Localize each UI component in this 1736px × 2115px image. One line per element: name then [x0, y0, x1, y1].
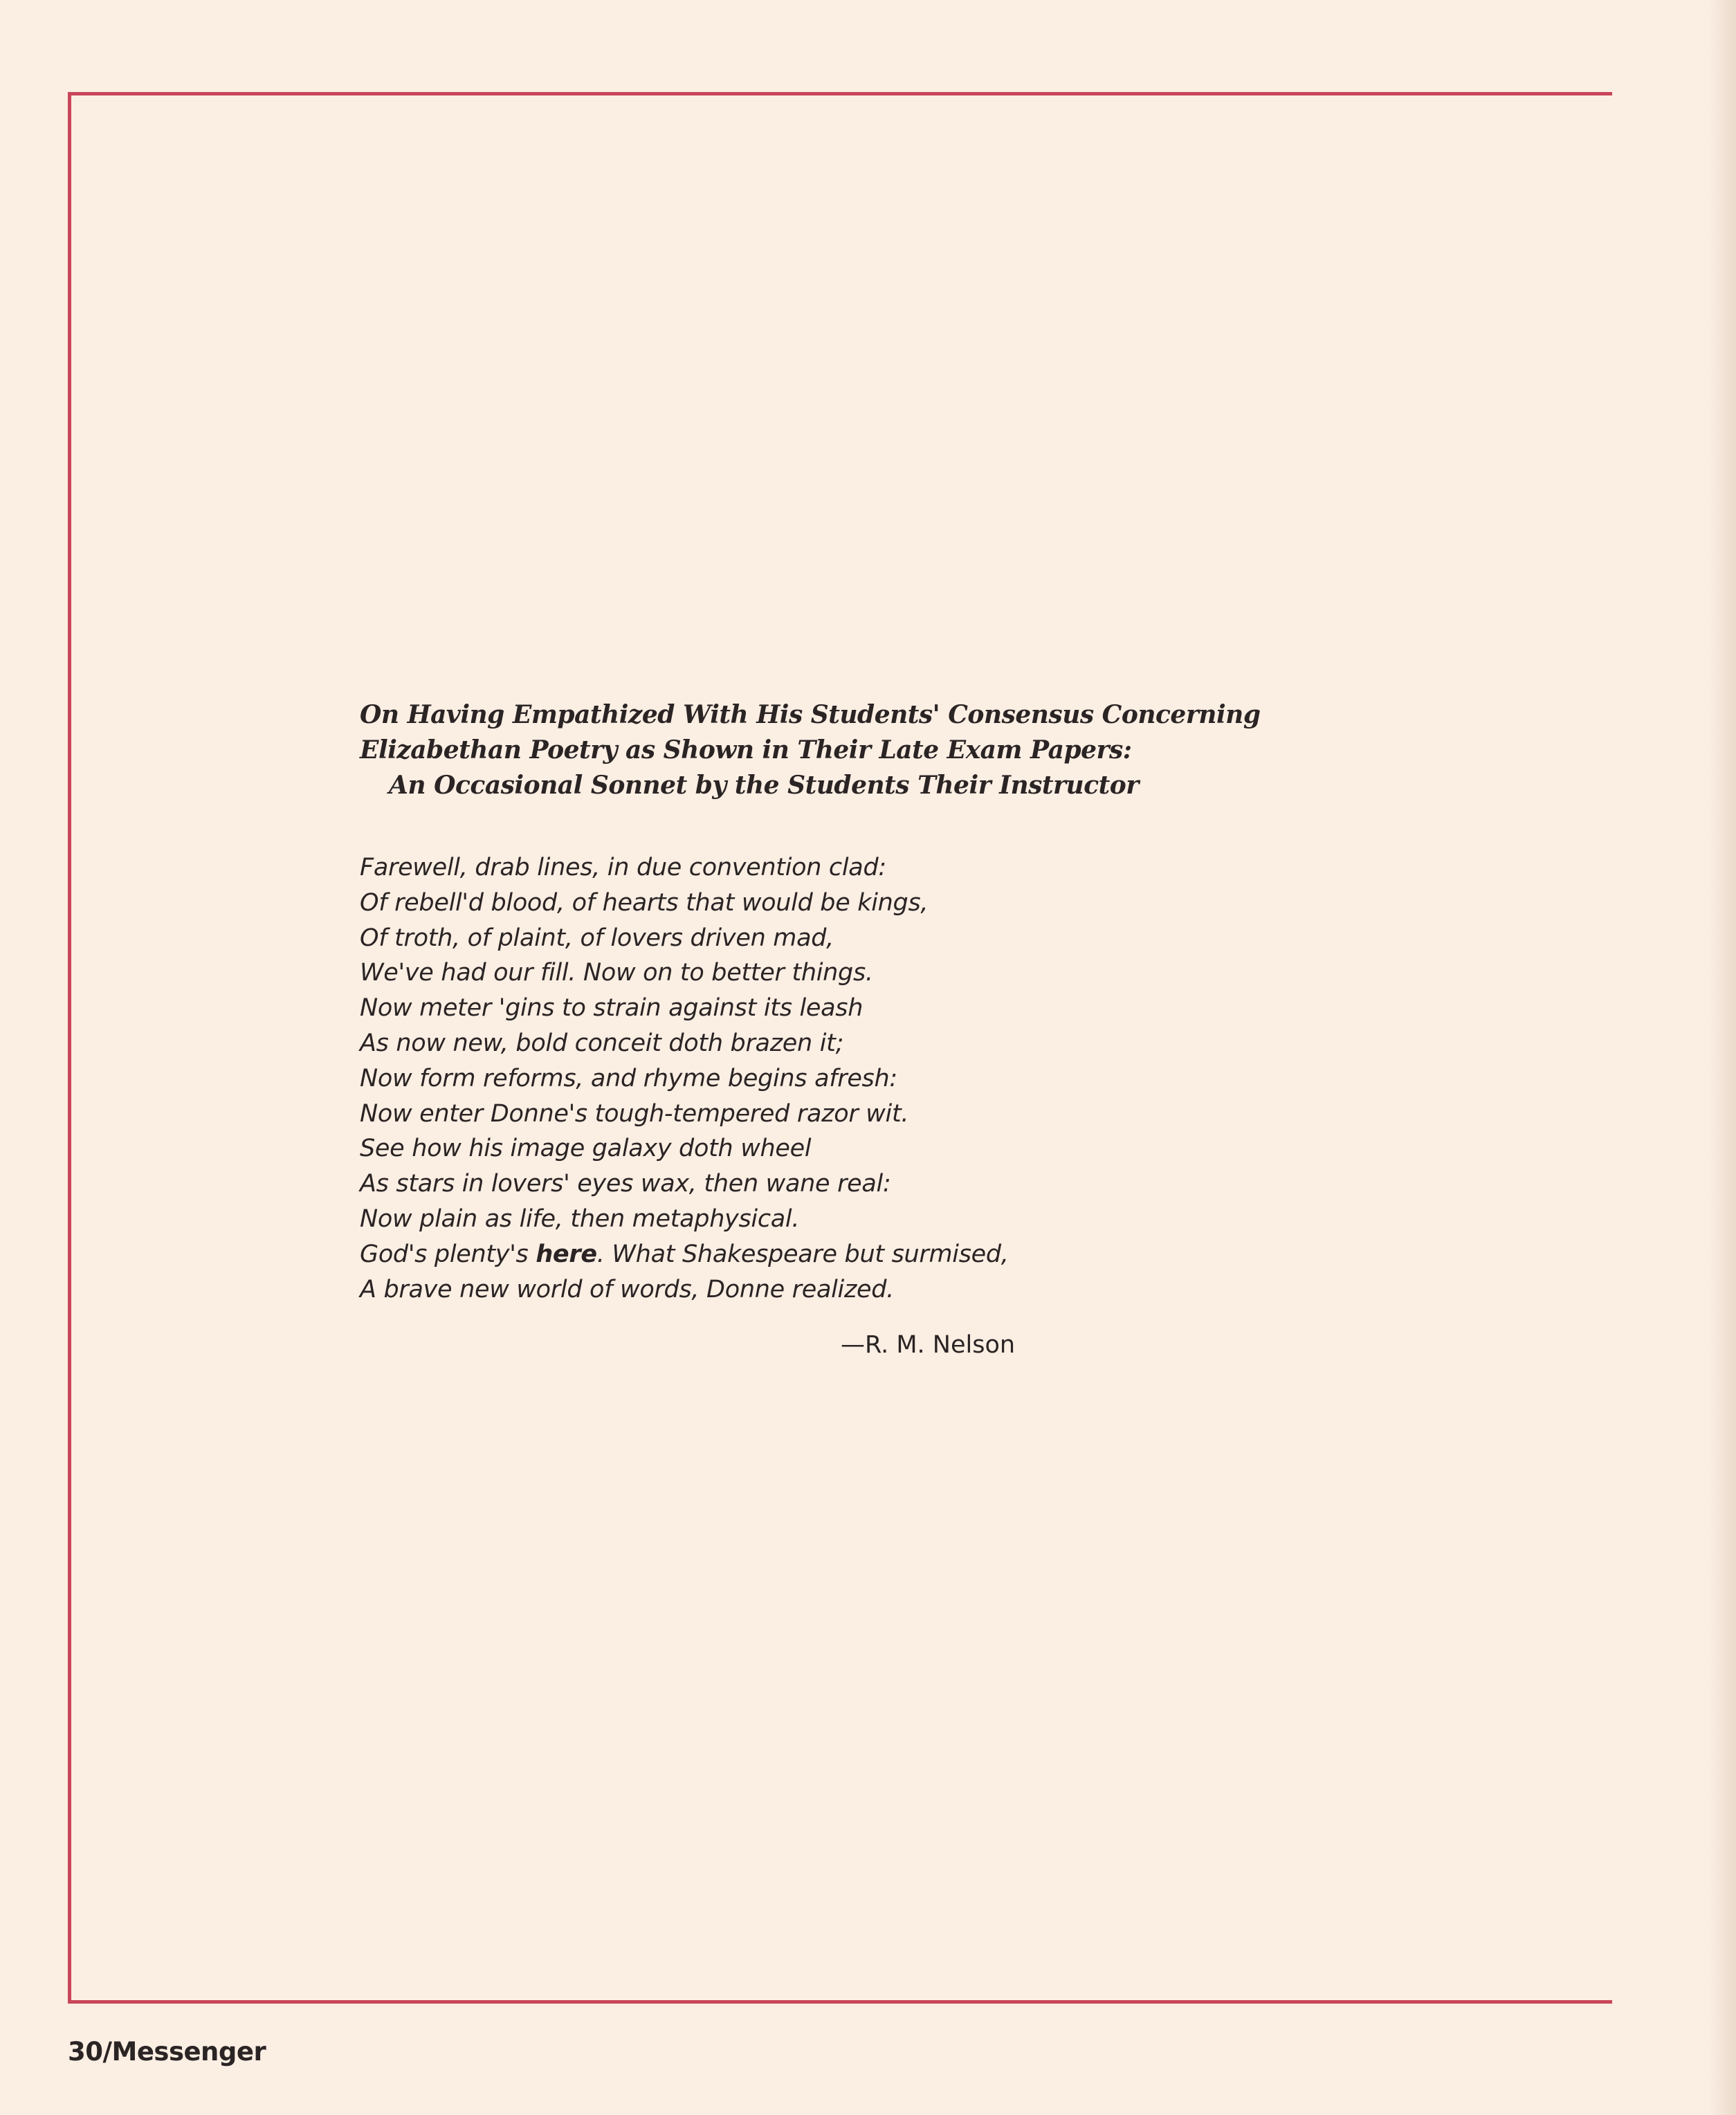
poem-title-line: On Having Empathized With His Students' Consensus Concerning — [360, 700, 1261, 729]
poem-line: See how his image galaxy doth wheel — [360, 1135, 812, 1163]
poem-attribution: —R. M. Nelson — [841, 1331, 1016, 1359]
poem-line: Of rebell'd blood, of hearts that would be kings, — [360, 888, 929, 917]
poem-line: Now plain as life, then metaphysical. — [360, 1205, 800, 1233]
page-edge-shadow — [1708, 0, 1736, 2115]
poem-title-line: An Occasional Sonnet by the Students Their Instructor — [389, 771, 1139, 800]
poem-line: We've had our fill. Now on to better things. — [360, 959, 873, 987]
poem-title — [360, 697, 1328, 803]
poem-line-text: God's plenty's — [360, 1240, 536, 1268]
poem-line: Now form reforms, and rhyme begins afresh: — [360, 1064, 897, 1092]
poem-line: As now new, bold conceit doth brazen it; — [360, 1029, 844, 1057]
poem-line: Now meter 'gins to strain against its leash — [360, 994, 864, 1023]
poem-body — [360, 850, 1328, 1307]
poem-line: As stars in lovers' eyes wax, then wane real: — [360, 1170, 891, 1198]
poem-title-line: Elizabethan Poetry as Shown in Their Late Exam Papers: — [360, 735, 1132, 764]
poem-line: Of troth, of plaint, of lovers driven mad, — [360, 924, 834, 952]
poem-line: Farewell, drab lines, in due convention clad: — [360, 854, 886, 881]
poem-line: Now enter Donne's tough-tempered razor wit. — [360, 1099, 909, 1128]
poem-line — [360, 1237, 1328, 1272]
poem-line-text: . What Shakespeare but surmised, — [596, 1240, 1009, 1268]
poem-line: A brave new world of words, Donne realized. — [360, 1275, 895, 1303]
emphasized-word: here — [536, 1240, 597, 1268]
page-folio: 30/Messenger — [68, 2037, 266, 2067]
poem — [360, 697, 1328, 1307]
